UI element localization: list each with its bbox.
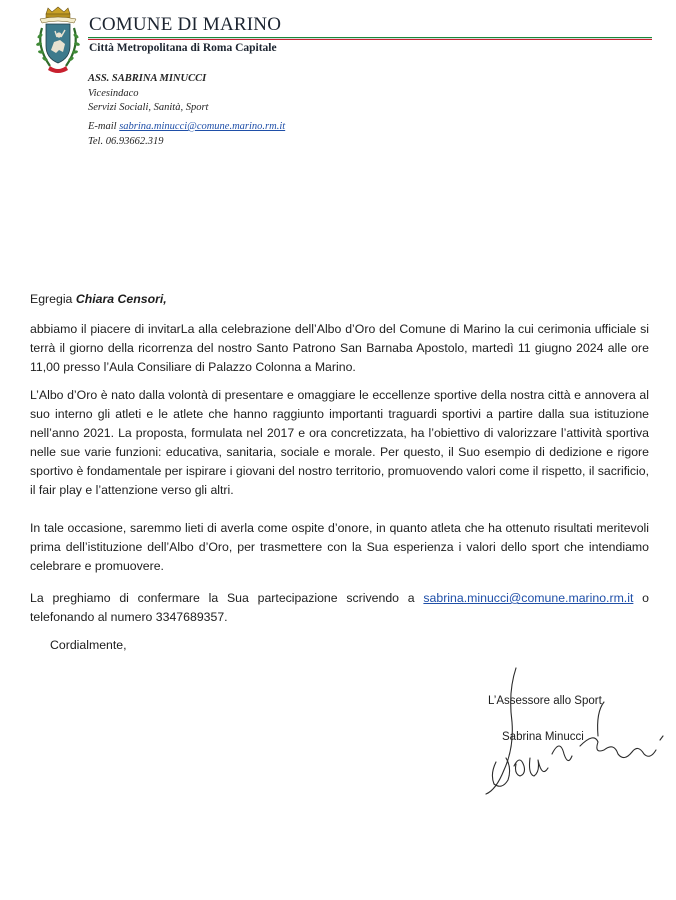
org-subtitle: Città Metropolitana di Roma Capitale	[89, 42, 277, 54]
tricolor-rule	[88, 37, 652, 41]
paragraph-4	[30, 589, 649, 627]
sender-email-link[interactable]: sabrina.minucci@comune.marino.rm.it	[119, 121, 286, 132]
paragraph-4-after: o telefonando al numero 3347689357.	[30, 591, 649, 624]
signatory-name: Sabrina Minucci	[502, 731, 584, 743]
paragraph-1: abbiamo il piacere di invitarLa alla celebrazione dell’Albo d’Oro del Comune di Marino la cui cerimonia ufficiale si terrà il giorno della ricorrenza del nostro Santo Patrono San Barnaba Apostolo, martedì 11 giugno 2024 alle ore 11,00 presso l’Aula Consiliare di Palazzo Colonna a Marino.	[30, 322, 649, 374]
closing: Cordialmente,	[50, 638, 127, 652]
sender-name: ASS. SABRINA MINUCCI	[88, 73, 207, 84]
marino-coat-of-arms-icon	[32, 6, 84, 76]
email-line	[88, 120, 285, 135]
paragraph-4-before: La preghiamo di confermare la Sua partecipazione scrivendo a	[30, 591, 424, 605]
rsvp-email-link[interactable]: sabrina.minucci@comune.marino.rm.it	[423, 591, 634, 605]
contact-block	[88, 120, 285, 149]
tricolor-red	[88, 39, 652, 40]
phone-line: Tel. 06.93662.319	[88, 135, 164, 147]
sender-role: Vicesindaco	[88, 87, 139, 99]
paragraph-3: In tale occasione, saremmo lieti di averla come ospite d’onore, in quanto atleta che ha ottenuto risultati meritevoli prima dell’istituzione dell’Albo d’Oro, per trasmettere con la Sua esperienza i valori dello sport che intendiamo celebrare e promuovere.	[30, 521, 649, 573]
recipient-name: Chiara Censori,	[75, 292, 167, 306]
salutation	[30, 290, 649, 309]
salutation-prefix: Egregia	[30, 292, 73, 306]
sender-departments: Servizi Sociali, Sanità, Sport	[88, 102, 209, 113]
email-label: E-mail	[88, 121, 117, 132]
handwritten-signature-icon	[468, 662, 668, 800]
signatory-role: L’Assessore allo Sport	[488, 695, 602, 707]
org-name: COMUNE DI MARINO	[89, 14, 282, 35]
paragraph-2: L’Albo d’Oro è nato dalla volontà di presentare e omaggiare le eccellenze sportive della nostra città e annovera al suo interno gli atleti e le atlete che hanno raggiunto importanti traguardi sportivi a partire dalla sua istituzione nell’anno 2021. La proposta, formulata nel 2017 e ora concretizzata, ha l’obiettivo di valorizzare l’attività sportiva nelle sue varie funzioni: educativa, sanitaria, sociale e morale. Per questo, il Suo esempio di dedizione e rigore sportivo è fondamentale per ispirare i giovani del nostro territorio, promuovendo valori come il rispetto, il sacrificio, il fair play e l’attenzione verso gli altri.	[30, 388, 649, 497]
sender-block	[88, 72, 208, 116]
